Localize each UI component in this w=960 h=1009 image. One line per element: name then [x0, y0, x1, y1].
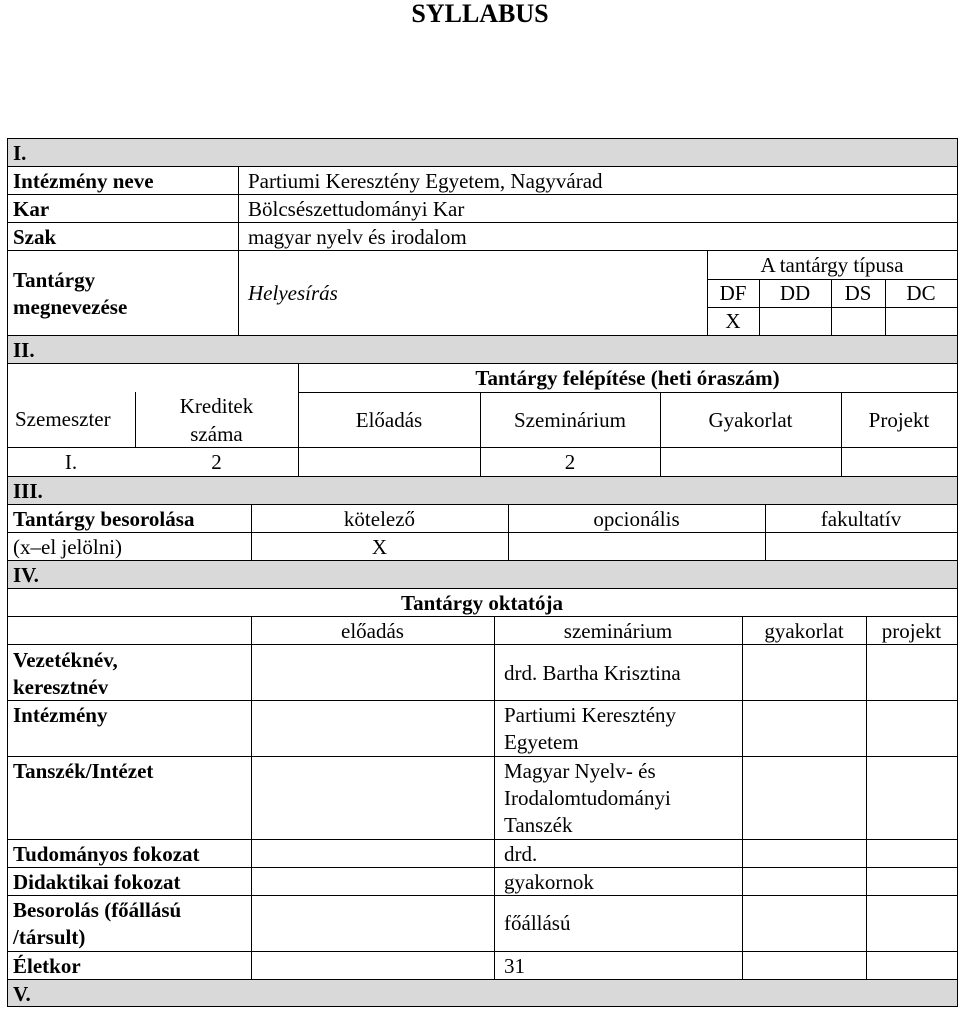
degree-label: Tudományos fokozat	[13, 842, 200, 866]
institution-row-label: Intézmény	[13, 703, 108, 727]
type-code-dd: DD	[779, 281, 811, 305]
major-label: Szak	[13, 225, 57, 249]
faculty-value: Bölcsészettudományi Kar	[248, 197, 465, 221]
structure-header: Tantárgy felépítése (heti óraszám)	[475, 366, 780, 390]
employment-label-line1: Besorolás (főállású	[13, 898, 182, 922]
col-lecture: Előadás	[355, 408, 423, 432]
col-seminar: Szeminárium	[514, 408, 626, 432]
degree-value: drd.	[504, 842, 538, 866]
didactic-value: gyakornok	[504, 870, 594, 894]
age-value: 31	[504, 954, 525, 978]
section-label-4: IV.	[13, 563, 39, 587]
teacher-header: Tantárgy oktatója	[401, 591, 563, 615]
semester-value: I.	[64, 450, 78, 474]
option-facultative: fakultatív	[820, 507, 902, 531]
section-band-1	[7, 138, 957, 166]
seminar-hours-value: 2	[564, 450, 576, 474]
faculty-label: Kar	[13, 197, 50, 221]
section-band-5	[7, 979, 957, 1007]
teacher-col-lecture: előadás	[341, 619, 404, 643]
credits-label-line1: Kreditek	[179, 394, 254, 418]
subject-label-line1: Tantárgy	[13, 268, 96, 292]
teacher-col-practice: gyakorlat	[764, 619, 844, 643]
employment-label-line2: /társult)	[13, 925, 86, 949]
employment-value: főállású	[504, 911, 571, 935]
section-label-3: III.	[13, 479, 43, 503]
age-label: Életkor	[13, 954, 81, 978]
type-code-df: DF	[719, 281, 747, 305]
option-mandatory: kötelező	[343, 507, 416, 531]
department-label: Tanszék/Intézet	[13, 759, 154, 783]
section-label-5: V.	[13, 982, 31, 1006]
major-value: magyar nyelv és irodalom	[248, 225, 467, 249]
col-practice: Gyakorlat	[708, 408, 793, 432]
type-code-dc: DC	[906, 281, 936, 305]
section-band-3	[7, 476, 957, 504]
section-label-1: I.	[13, 141, 27, 165]
section-band-2	[7, 335, 957, 363]
name-value: drd. Bartha Krisztina	[504, 661, 681, 685]
department-value-line2: Irodalomtudományi	[504, 786, 671, 810]
subject-type-header: A tantárgy típusa	[760, 253, 904, 277]
institution-row-value-line1: Partiumi Keresztény	[504, 703, 677, 727]
type-code-ds: DS	[844, 281, 872, 305]
type-mark-df: X	[725, 309, 741, 333]
credits-value: 2	[211, 450, 222, 474]
mark-mandatory: X	[371, 535, 388, 559]
subject-label-line2: megnevezése	[13, 295, 128, 319]
institution-row-value-line2: Egyetem	[504, 730, 579, 754]
subject-value: Helyesírás	[248, 281, 338, 305]
name-label-line1: Vezetéknév,	[13, 648, 118, 672]
classification-label: Tantárgy besorolása	[13, 507, 195, 531]
department-value-line1: Magyar Nyelv- és	[504, 759, 656, 783]
teacher-col-project: projekt	[881, 619, 942, 643]
institution-value: Partiumi Keresztény Egyetem, Nagyvárad	[248, 169, 603, 193]
mark-instruction: (x–el jelölni)	[13, 535, 123, 559]
credits-label-line2: száma	[190, 422, 243, 446]
document-title: SYLLABUS	[411, 0, 549, 28]
col-project: Projekt	[868, 408, 930, 432]
teacher-col-seminar: szeminárium	[563, 619, 673, 643]
institution-label: Intézmény neve	[13, 169, 154, 193]
department-value-line3: Tanszék	[504, 813, 573, 837]
option-optional: opcionális	[593, 507, 680, 531]
didactic-label: Didaktikai fokozat	[13, 870, 181, 894]
name-label-line2: keresztnév	[13, 675, 109, 699]
semester-label: Szemeszter	[15, 407, 111, 431]
section-label-2: II.	[13, 338, 35, 362]
section-band-4	[7, 560, 957, 588]
